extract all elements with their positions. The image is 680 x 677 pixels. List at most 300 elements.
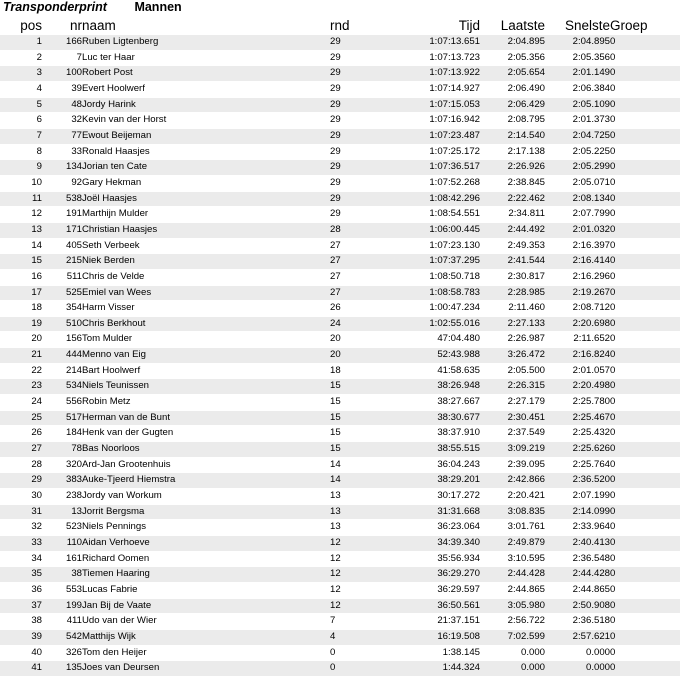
cell-rnd: 29 (330, 113, 390, 129)
table-row (0, 144, 680, 160)
cell-groep: 0 (610, 410, 680, 426)
cell-laatste: 3:01.761 (480, 520, 545, 536)
cell-laatste: 2:08.795 (480, 113, 545, 129)
cell-laatste: 2:30.817 (480, 269, 545, 285)
cell-snelste: 2:57.621 (545, 629, 610, 645)
cell-naam: Menno van Eig (82, 348, 330, 364)
cell-pos: 14 (0, 238, 42, 254)
cell-pos: 39 (0, 629, 42, 645)
cell-rnd: 29 (330, 191, 390, 207)
table-row (0, 222, 680, 238)
table-row (0, 238, 680, 254)
cell-snelste: 2:04.725 (545, 128, 610, 144)
cell-tijd: 1:07:36.517 (390, 160, 480, 176)
cell-tijd: 1:07:13.723 (390, 50, 480, 66)
cell-snelste: 2:25.764 (545, 457, 610, 473)
cell-tijd: 1:07:15.053 (390, 97, 480, 113)
table-row (0, 191, 680, 207)
cell-laatste: 2:05.500 (480, 363, 545, 379)
cell-tijd: 36:29.597 (390, 582, 480, 598)
cell-groep: 0 (610, 81, 680, 97)
cell-nr: 215 (42, 254, 82, 270)
cell-groep: 0 (610, 144, 680, 160)
table-row (0, 614, 680, 630)
table-row (0, 410, 680, 426)
cell-rnd: 27 (330, 238, 390, 254)
cell-pos: 19 (0, 316, 42, 332)
cell-tijd: 38:55.515 (390, 442, 480, 458)
cell-nr: 135 (42, 661, 82, 677)
table-row (0, 316, 680, 332)
cell-groep: 0 (610, 128, 680, 144)
table-row (0, 457, 680, 473)
cell-groep: 0 (610, 66, 680, 82)
cell-pos: 40 (0, 645, 42, 661)
cell-tijd: 1:38.145 (390, 645, 480, 661)
cell-snelste: 2:05.356 (545, 50, 610, 66)
cell-nr: 92 (42, 175, 82, 191)
cell-groep: 0 (610, 567, 680, 583)
table-row (0, 348, 680, 364)
cell-snelste: 2:05.299 (545, 160, 610, 176)
cell-nr: 553 (42, 582, 82, 598)
cell-groep: 0 (610, 551, 680, 567)
cell-laatste: 2:26.987 (480, 332, 545, 348)
cell-snelste: 2:25.626 (545, 442, 610, 458)
cell-pos: 38 (0, 614, 42, 630)
cell-pos: 33 (0, 536, 42, 552)
cell-snelste: 0.000 (545, 661, 610, 677)
cell-nr: 534 (42, 379, 82, 395)
cell-naam: Udo van der Wier (82, 614, 330, 630)
cell-nr: 166 (42, 35, 82, 50)
cell-naam: Robert Post (82, 66, 330, 82)
cell-laatste: 7:02.599 (480, 629, 545, 645)
cell-laatste: 2:14.540 (480, 128, 545, 144)
cell-tijd: 38:30.677 (390, 410, 480, 426)
cell-tijd: 30:17.272 (390, 489, 480, 505)
table-row (0, 66, 680, 82)
table-row (0, 113, 680, 129)
cell-naam: Matthijs Wijk (82, 629, 330, 645)
cell-pos: 29 (0, 473, 42, 489)
table-row (0, 582, 680, 598)
cell-naam: Harm Visser (82, 301, 330, 317)
cell-tijd: 41:58.635 (390, 363, 480, 379)
cell-naam: Auke-Tjeerd Hiemstra (82, 473, 330, 489)
cell-snelste: 2:07.199 (545, 489, 610, 505)
cell-snelste: 2:05.109 (545, 97, 610, 113)
table-row (0, 254, 680, 270)
table-row (0, 645, 680, 661)
cell-groep: 0 (610, 285, 680, 301)
cell-laatste: 3:10.595 (480, 551, 545, 567)
cell-pos: 30 (0, 489, 42, 505)
cell-tijd: 34:39.340 (390, 536, 480, 552)
cell-tijd: 1:07:16.942 (390, 113, 480, 129)
cell-laatste: 2:42.866 (480, 473, 545, 489)
cell-snelste: 2:33.964 (545, 520, 610, 536)
cell-snelste: 2:19.267 (545, 285, 610, 301)
cell-groep: 0 (610, 348, 680, 364)
cell-naam: Richard Oomen (82, 551, 330, 567)
cell-tijd: 38:26.948 (390, 379, 480, 395)
cell-rnd: 14 (330, 473, 390, 489)
cell-groep: 0 (610, 520, 680, 536)
column-header-groep: Groep (610, 18, 648, 33)
cell-naam: Niels Pennings (82, 520, 330, 536)
cell-nr: 100 (42, 66, 82, 82)
cell-rnd: 13 (330, 504, 390, 520)
cell-laatste: 2:06.490 (480, 81, 545, 97)
cell-pos: 4 (0, 81, 42, 97)
cell-snelste: 2:16.397 (545, 238, 610, 254)
cell-naam: Chris de Velde (82, 269, 330, 285)
cell-groep: 0 (610, 379, 680, 395)
cell-tijd: 47:04.480 (390, 332, 480, 348)
cell-laatste: 2:30.451 (480, 410, 545, 426)
cell-rnd: 15 (330, 395, 390, 411)
table-row (0, 661, 680, 677)
cell-naam: Jan Bij de Vaate (82, 598, 330, 614)
table-row (0, 629, 680, 645)
cell-tijd: 1:07:25.172 (390, 144, 480, 160)
cell-nr: 33 (42, 144, 82, 160)
cell-nr: 13 (42, 504, 82, 520)
cell-snelste: 2:36.548 (545, 551, 610, 567)
cell-pos: 23 (0, 379, 42, 395)
cell-naam: Christian Haasjes (82, 222, 330, 238)
cell-tijd: 38:29.201 (390, 473, 480, 489)
cell-groep: 0 (610, 113, 680, 129)
cell-tijd: 36:29.270 (390, 567, 480, 583)
cell-groep: 0 (610, 598, 680, 614)
cell-rnd: 27 (330, 285, 390, 301)
cell-snelste: 2:14.099 (545, 504, 610, 520)
cell-rnd: 26 (330, 301, 390, 317)
cell-snelste: 2:05.225 (545, 144, 610, 160)
cell-tijd: 36:04.243 (390, 457, 480, 473)
cell-snelste: 2:07.799 (545, 207, 610, 223)
cell-snelste: 2:08.712 (545, 301, 610, 317)
cell-nr: 77 (42, 128, 82, 144)
cell-nr: 214 (42, 363, 82, 379)
cell-laatste: 3:05.980 (480, 598, 545, 614)
cell-tijd: 1:44.324 (390, 661, 480, 677)
cell-rnd: 29 (330, 35, 390, 50)
cell-groep: 0 (610, 269, 680, 285)
cell-naam: Tom Mulder (82, 332, 330, 348)
cell-nr: 238 (42, 489, 82, 505)
cell-nr: 542 (42, 629, 82, 645)
cell-rnd: 29 (330, 97, 390, 113)
cell-laatste: 2:44.428 (480, 567, 545, 583)
column-header-pos: pos (20, 18, 42, 33)
cell-tijd: 35:56.934 (390, 551, 480, 567)
cell-groep: 0 (610, 50, 680, 66)
cell-naam: Tom den Heijer (82, 645, 330, 661)
table-row (0, 395, 680, 411)
table-row (0, 81, 680, 97)
cell-naam: Ewout Beijeman (82, 128, 330, 144)
cell-nr: 199 (42, 598, 82, 614)
cell-pos: 1 (0, 35, 42, 50)
cell-naam: Herman van de Bunt (82, 410, 330, 426)
cell-snelste: 2:16.824 (545, 348, 610, 364)
cell-laatste: 2:26.315 (480, 379, 545, 395)
table-row (0, 551, 680, 567)
table-row (0, 379, 680, 395)
cell-snelste: 0.000 (545, 645, 610, 661)
cell-naam: Ard-Jan Grootenhuis (82, 457, 330, 473)
table-row (0, 520, 680, 536)
cell-nr: 326 (42, 645, 82, 661)
header-row (0, 17, 680, 35)
cell-nr: 110 (42, 536, 82, 552)
cell-nr: 7 (42, 50, 82, 66)
cell-rnd: 18 (330, 363, 390, 379)
cell-snelste: 2:36.520 (545, 473, 610, 489)
cell-pos: 18 (0, 301, 42, 317)
cell-naam: Henk van der Gugten (82, 426, 330, 442)
cell-laatste: 2:34.811 (480, 207, 545, 223)
cell-snelste: 2:20.498 (545, 379, 610, 395)
cell-groep: 0 (610, 442, 680, 458)
cell-groep: 0 (610, 97, 680, 113)
table-row (0, 50, 680, 66)
column-header-snelste: Snelste (564, 18, 610, 33)
cell-nr: 523 (42, 520, 82, 536)
cell-nr: 517 (42, 410, 82, 426)
cell-snelste: 2:36.518 (545, 614, 610, 630)
cell-nr: 161 (42, 551, 82, 567)
cell-rnd: 12 (330, 598, 390, 614)
cell-groep: 0 (610, 629, 680, 645)
cell-groep: 0 (610, 457, 680, 473)
cell-nr: 184 (42, 426, 82, 442)
cell-naam: Jordy van Workum (82, 489, 330, 505)
cell-nr: 411 (42, 614, 82, 630)
cell-pos: 13 (0, 222, 42, 238)
cell-groep: 0 (610, 363, 680, 379)
cell-groep: 0 (610, 504, 680, 520)
cell-rnd: 29 (330, 144, 390, 160)
cell-snelste: 2:16.414 (545, 254, 610, 270)
cell-nr: 538 (42, 191, 82, 207)
cell-tijd: 1:07:52.268 (390, 175, 480, 191)
cell-tijd: 1:07:37.295 (390, 254, 480, 270)
cell-groep: 0 (610, 175, 680, 191)
cell-tijd: 1:00:47.234 (390, 301, 480, 317)
cell-pos: 27 (0, 442, 42, 458)
cell-rnd: 28 (330, 222, 390, 238)
cell-pos: 25 (0, 410, 42, 426)
cell-rnd: 24 (330, 316, 390, 332)
cell-nr: 191 (42, 207, 82, 223)
cell-snelste: 2:25.432 (545, 426, 610, 442)
cell-laatste: 2:17.138 (480, 144, 545, 160)
cell-naam: Ronald Haasjes (82, 144, 330, 160)
cell-laatste: 2:11.460 (480, 301, 545, 317)
cell-snelste: 2:01.149 (545, 66, 610, 82)
cell-rnd: 29 (330, 66, 390, 82)
cell-pos: 28 (0, 457, 42, 473)
cell-laatste: 3:26.472 (480, 348, 545, 364)
cell-pos: 8 (0, 144, 42, 160)
cell-rnd: 7 (330, 614, 390, 630)
cell-laatste: 2:39.095 (480, 457, 545, 473)
cell-nr: 383 (42, 473, 82, 489)
cell-nr: 48 (42, 97, 82, 113)
cell-naam: Bart Hoolwerf (82, 363, 330, 379)
cell-laatste: 2:22.462 (480, 191, 545, 207)
cell-groep: 0 (610, 614, 680, 630)
cell-rnd: 13 (330, 489, 390, 505)
cell-nr: 510 (42, 316, 82, 332)
cell-laatste: 2:27.179 (480, 395, 545, 411)
column-header-tijd: Tijd (458, 18, 480, 33)
cell-snelste: 2:01.373 (545, 113, 610, 129)
cell-naam: Gary Hekman (82, 175, 330, 191)
cell-snelste: 2:16.296 (545, 269, 610, 285)
cell-naam: Chris Berkhout (82, 316, 330, 332)
cell-pos: 21 (0, 348, 42, 364)
cell-pos: 34 (0, 551, 42, 567)
table-row (0, 285, 680, 301)
cell-pos: 12 (0, 207, 42, 223)
cell-naam: Niek Berden (82, 254, 330, 270)
cell-pos: 31 (0, 504, 42, 520)
table-row (0, 489, 680, 505)
cell-snelste: 2:01.032 (545, 222, 610, 238)
cell-tijd: 1:08:50.718 (390, 269, 480, 285)
cell-groep: 0 (610, 316, 680, 332)
cell-rnd: 29 (330, 207, 390, 223)
cell-rnd: 27 (330, 254, 390, 270)
cell-naam: Tiemen Haaring (82, 567, 330, 583)
cell-pos: 24 (0, 395, 42, 411)
cell-snelste: 2:50.908 (545, 598, 610, 614)
column-header-rnd: rnd (330, 18, 350, 33)
table-row (0, 426, 680, 442)
cell-snelste: 2:01.057 (545, 363, 610, 379)
table-row (0, 301, 680, 317)
cell-tijd: 36:23.064 (390, 520, 480, 536)
cell-nr: 156 (42, 332, 82, 348)
cell-laatste: 2:05.654 (480, 66, 545, 82)
cell-snelste: 2:20.698 (545, 316, 610, 332)
table-row (0, 160, 680, 176)
cell-nr: 354 (42, 301, 82, 317)
table-row (0, 536, 680, 552)
cell-groep: 0 (610, 160, 680, 176)
cell-pos: 5 (0, 97, 42, 113)
cell-nr: 39 (42, 81, 82, 97)
table-row (0, 269, 680, 285)
table-row (0, 207, 680, 223)
cell-pos: 32 (0, 520, 42, 536)
cell-tijd: 38:27.667 (390, 395, 480, 411)
cell-naam: Jordy Harink (82, 97, 330, 113)
cell-tijd: 16:19.508 (390, 629, 480, 645)
cell-rnd: 0 (330, 661, 390, 677)
cell-laatste: 2:20.421 (480, 489, 545, 505)
column-header-laatste: Laatste (500, 18, 545, 33)
cell-rnd: 15 (330, 379, 390, 395)
cell-nr: 405 (42, 238, 82, 254)
cell-groep: 0 (610, 35, 680, 50)
cell-pos: 9 (0, 160, 42, 176)
cell-snelste: 2:44.865 (545, 582, 610, 598)
cell-pos: 15 (0, 254, 42, 270)
cell-snelste: 2:40.413 (545, 536, 610, 552)
cell-tijd: 1:02:55.016 (390, 316, 480, 332)
cell-rnd: 15 (330, 442, 390, 458)
cell-naam: Seth Verbeek (82, 238, 330, 254)
cell-groep: 0 (610, 395, 680, 411)
cell-rnd: 29 (330, 160, 390, 176)
table-row (0, 35, 680, 50)
cell-laatste: 2:05.356 (480, 50, 545, 66)
cell-groep: 0 (610, 191, 680, 207)
table-row (0, 332, 680, 348)
cell-laatste: 2:38.845 (480, 175, 545, 191)
cell-rnd: 12 (330, 582, 390, 598)
cell-groep: 0 (610, 332, 680, 348)
cell-rnd: 29 (330, 128, 390, 144)
cell-pos: 10 (0, 175, 42, 191)
cell-laatste: 2:04.895 (480, 35, 545, 50)
table-row (0, 473, 680, 489)
cell-nr: 556 (42, 395, 82, 411)
cell-rnd: 20 (330, 332, 390, 348)
cell-pos: 20 (0, 332, 42, 348)
cell-rnd: 12 (330, 567, 390, 583)
cell-naam: Niels Teunissen (82, 379, 330, 395)
cell-laatste: 3:09.219 (480, 442, 545, 458)
cell-pos: 6 (0, 113, 42, 129)
cell-rnd: 15 (330, 410, 390, 426)
cell-laatste: 2:49.879 (480, 536, 545, 552)
cell-tijd: 1:07:23.487 (390, 128, 480, 144)
cell-snelste: 2:05.071 (545, 175, 610, 191)
cell-naam: Aidan Verhoeve (82, 536, 330, 552)
cell-nr: 525 (42, 285, 82, 301)
cell-nr: 444 (42, 348, 82, 364)
cell-rnd: 12 (330, 536, 390, 552)
report-title: Transponderprint (3, 0, 107, 14)
cell-laatste: 2:44.865 (480, 582, 545, 598)
cell-nr: 511 (42, 269, 82, 285)
cell-pos: 36 (0, 582, 42, 598)
cell-snelste: 2:44.428 (545, 567, 610, 583)
cell-snelste: 2:11.652 (545, 332, 610, 348)
table-row (0, 175, 680, 191)
cell-groep: 0 (610, 489, 680, 505)
cell-rnd: 29 (330, 175, 390, 191)
table-row (0, 598, 680, 614)
cell-laatste: 2:28.985 (480, 285, 545, 301)
cell-groep: 0 (610, 582, 680, 598)
cell-tijd: 36:50.561 (390, 598, 480, 614)
cell-rnd: 29 (330, 50, 390, 66)
cell-groep: 0 (610, 222, 680, 238)
cell-laatste: 2:26.926 (480, 160, 545, 176)
cell-tijd: 38:37.910 (390, 426, 480, 442)
cell-naam: Marthijn Mulder (82, 207, 330, 223)
cell-snelste: 2:04.895 (545, 35, 610, 50)
cell-tijd: 31:31.668 (390, 504, 480, 520)
